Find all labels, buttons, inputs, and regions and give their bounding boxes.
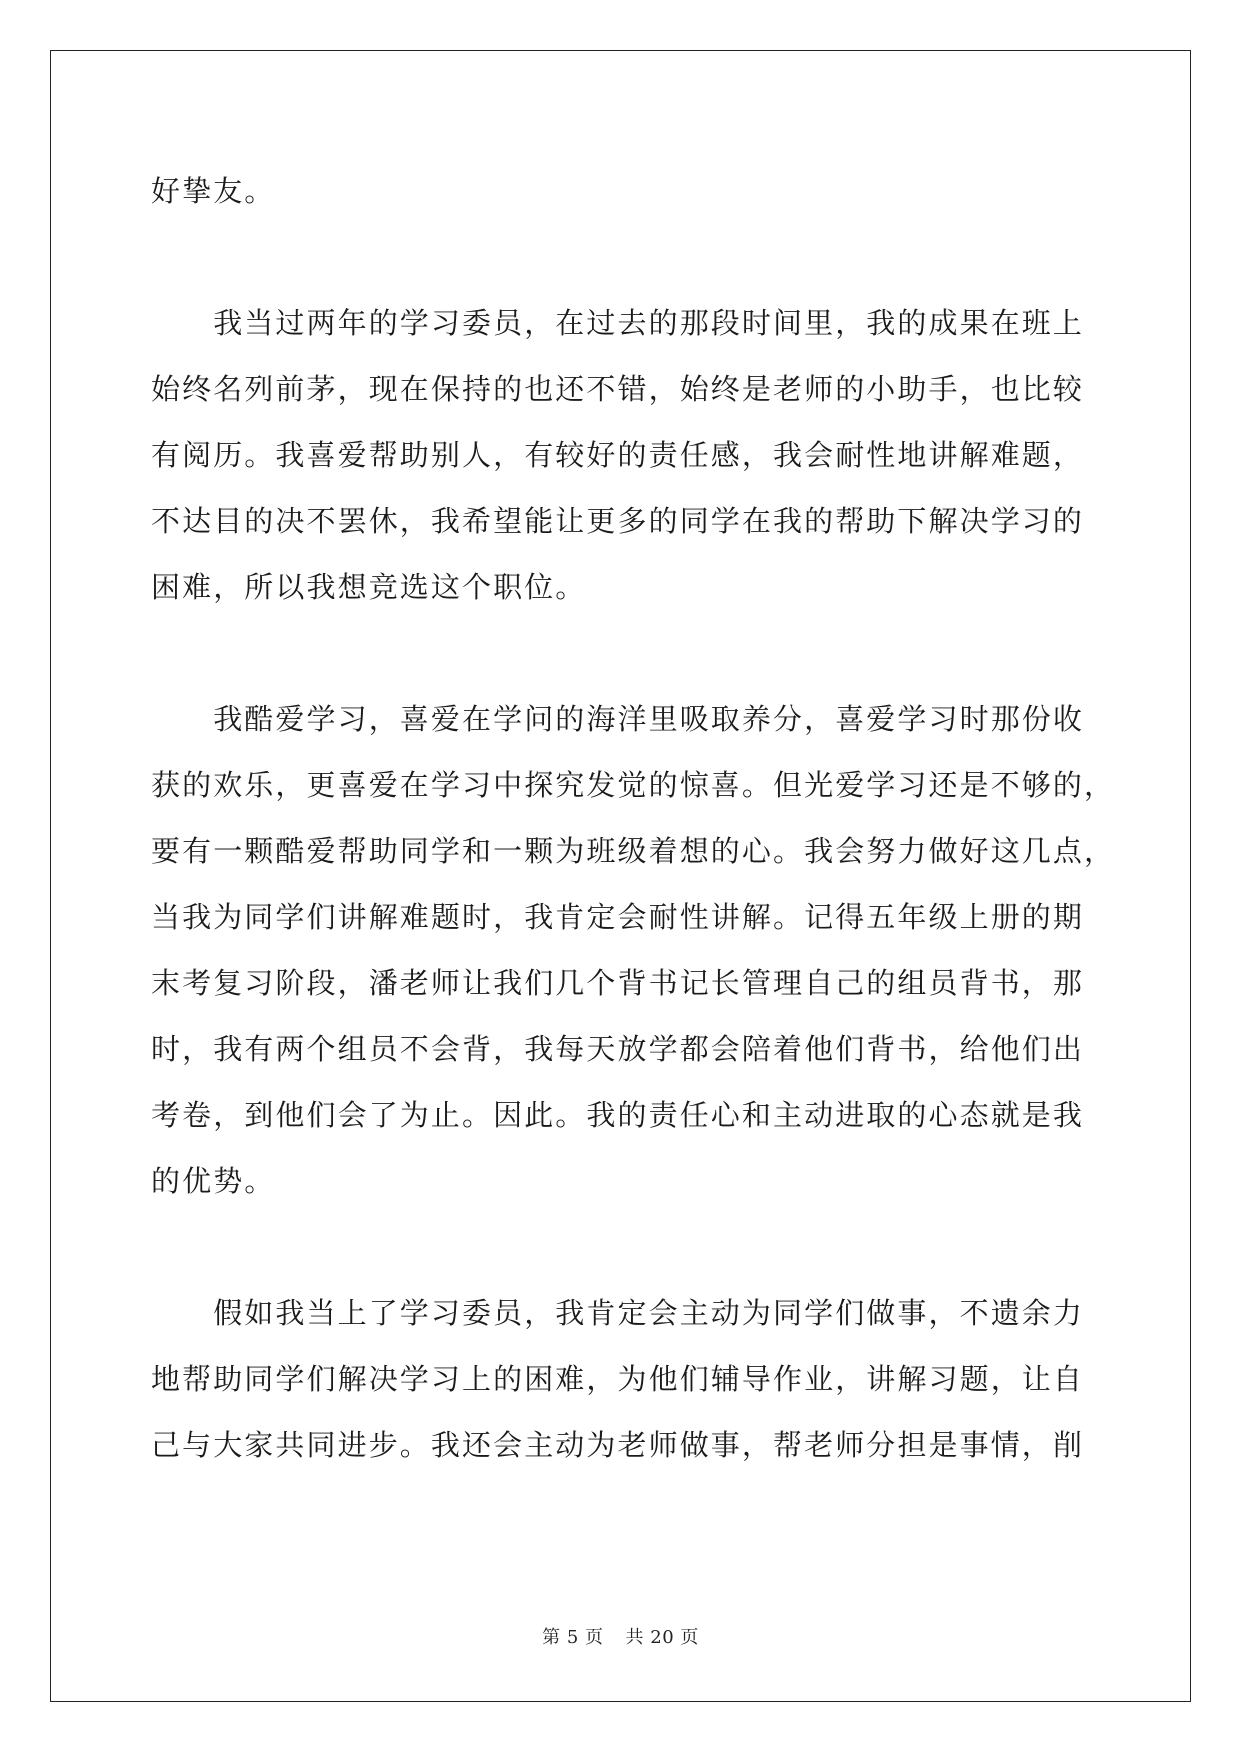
page-number: 第 5 页	[542, 1627, 604, 1648]
text-line: 假如我当上了学习委员，我肯定会主动为同学们做事，不遗余力	[151, 1296, 1085, 1330]
text-line: 我酷爱学习，喜爱在学问的海洋里吸取养分，喜爱学习时那份收	[151, 702, 1085, 736]
text-line: 地帮助同学们解决学习上的困难，为他们辅导作业，讲解习题，让自	[151, 1362, 1085, 1396]
text-line: 考卷，到他们会了为止。因此。我的责任心和主动进取的心态就是我	[151, 1098, 1085, 1132]
page-footer	[0, 1623, 1241, 1649]
text-line: 不达目的决不罢休，我希望能让更多的同学在我的帮助下解决学习的	[151, 504, 1085, 538]
text-line: 当我为同学们讲解难题时，我肯定会耐性讲解。记得五年级上册的期	[151, 900, 1085, 934]
text-line: 己与大家共同进步。我还会主动为老师做事，帮老师分担是事情，削	[151, 1428, 1085, 1462]
text-line: 有阅历。我喜爱帮助别人，有较好的责任感，我会耐性地讲解难题，	[151, 438, 1085, 472]
text-line: 我当过两年的学习委员，在过去的那段时间里，我的成果在班上	[151, 306, 1085, 340]
text-line: 末考复习阶段，潘老师让我们几个背书记长管理自己的组员背书，那	[151, 966, 1085, 1000]
page-total: 共 20 页	[625, 1627, 699, 1648]
text-line: 要有一颗酷爱帮助同学和一颗为班级着想的心。我会努力做好这几点，	[151, 834, 1116, 868]
text-line: 获的欢乐，更喜爱在学习中探究发觉的惊喜。但光爱学习还是不够的，	[151, 768, 1116, 802]
paragraph-gap	[151, 620, 1091, 686]
text-line: 时，我有两个组员不会背，我每天放学都会陪着他们背书，给他们出	[151, 1032, 1085, 1066]
text-line: 始终名列前茅，现在保持的也还不错，始终是老师的小助手，也比较	[151, 372, 1085, 406]
document-body	[151, 158, 1116, 1478]
text-line: 的优势。	[151, 1164, 276, 1198]
paragraph-gap	[151, 224, 1091, 290]
text-line: 困难，所以我想竞选这个职位。	[151, 570, 587, 604]
text-line: 好挚友。	[151, 174, 276, 208]
paragraph-gap	[151, 1214, 1091, 1280]
